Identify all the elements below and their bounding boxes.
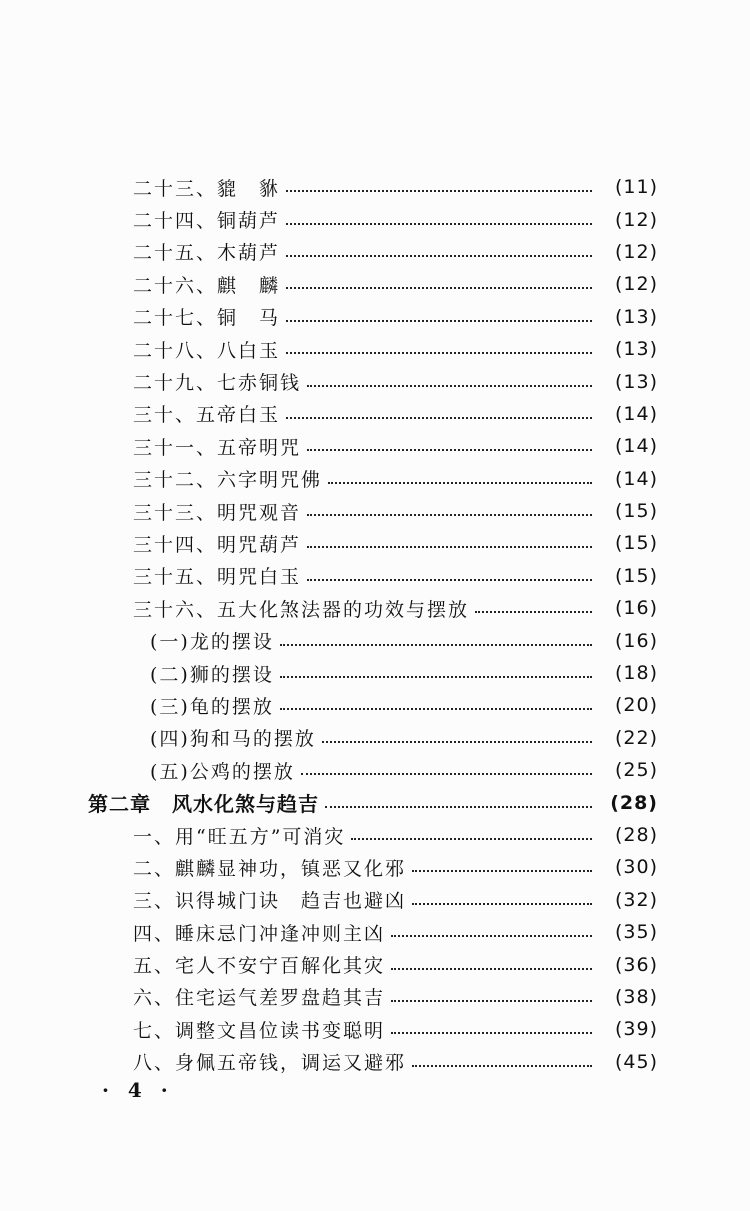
- toc-entry: [0, 1013, 750, 1045]
- dot-leader: [412, 1065, 592, 1067]
- dot-leader: [286, 255, 592, 257]
- toc-entry-title: 三十五、明咒白玉: [133, 562, 307, 589]
- toc-entry: [0, 981, 750, 1013]
- toc-entry: [0, 398, 750, 430]
- toc-entry-title: 二十三、貔 貅: [133, 174, 286, 201]
- toc-entry-page: (16): [614, 629, 658, 652]
- toc-entry-title: (二)狮的摆设: [150, 660, 280, 687]
- toc-entry-title: 三十四、明咒葫芦: [133, 530, 307, 557]
- toc-entry: [0, 171, 750, 203]
- dot-leader: [280, 644, 592, 646]
- toc-entry-title: 三十三、明咒观音: [133, 498, 307, 525]
- toc-entry: [0, 268, 750, 300]
- dot-leader: [325, 806, 592, 808]
- toc-entry-title: 二十九、七赤铜钱: [133, 368, 307, 395]
- dot-leader: [307, 449, 592, 451]
- toc-entry-page: (12): [614, 273, 658, 296]
- dot-leader: [307, 546, 592, 548]
- toc-entry: [0, 916, 750, 948]
- dot-leader: [307, 514, 592, 516]
- dot-leader: [307, 385, 592, 387]
- toc-entry-page: (45): [614, 1050, 658, 1073]
- dot-leader: [391, 968, 592, 970]
- toc-entry: [0, 301, 750, 333]
- toc-entry-page: (14): [614, 467, 658, 490]
- toc-entry: [0, 884, 750, 916]
- dot-leader: [286, 287, 592, 289]
- toc-entry: [0, 333, 750, 365]
- toc-entry: [0, 851, 750, 883]
- toc-entry-page: (30): [614, 856, 658, 879]
- toc-entry-title: 二十七、铜 马: [133, 303, 286, 330]
- dot-leader: [286, 417, 592, 419]
- dot-leader: [391, 1000, 592, 1002]
- toc-entry-page: (18): [614, 662, 658, 685]
- toc-entry-page: (13): [614, 370, 658, 393]
- toc-entry: [0, 430, 750, 462]
- toc-entry-page: (22): [614, 726, 658, 749]
- dot-leader: [475, 611, 592, 613]
- dot-leader: [391, 935, 592, 937]
- dot-leader: [322, 741, 592, 743]
- toc-entry-title: 二十六、麒 麟: [133, 271, 286, 298]
- dot-leader: [391, 1032, 592, 1034]
- toc-entry-page: (20): [614, 694, 658, 717]
- toc-entry: [0, 754, 750, 786]
- toc-entry-title: (五)公鸡的摆放: [150, 757, 301, 784]
- toc-entry-title: 四、睡床忌门冲逢冲则主凶: [133, 919, 391, 946]
- toc-entry: [0, 203, 750, 235]
- dot-leader: [328, 482, 592, 484]
- toc-entry-page: (39): [614, 1018, 658, 1041]
- dot-leader: [280, 676, 592, 678]
- toc-entry: [0, 1046, 750, 1078]
- page-number: · 4 ·: [102, 1078, 174, 1102]
- toc-entry-title: 第二章 风水化煞与趋吉: [88, 788, 325, 817]
- toc-entry-page: (12): [614, 240, 658, 263]
- toc-entry-page: (13): [614, 305, 658, 328]
- toc-entry-title: 二十五、木葫芦: [133, 238, 286, 265]
- toc-entry-title: (四)狗和马的摆放: [150, 724, 322, 751]
- dot-leader: [280, 708, 592, 710]
- toc-entry: [0, 624, 750, 656]
- toc-entry-title: 二十四、铜葫芦: [133, 206, 286, 233]
- dot-leader: [286, 320, 592, 322]
- toc-entry-page: (35): [614, 921, 658, 944]
- toc-entry: [0, 657, 750, 689]
- toc-entry: [0, 463, 750, 495]
- toc-entry-title: 八、身佩五帝钱，调运又避邪: [133, 1048, 412, 1075]
- toc-chapter-entry: [0, 786, 750, 818]
- dot-leader: [412, 870, 592, 872]
- toc-entry-title: 三十一、五帝明咒: [133, 433, 307, 460]
- toc-entry: [0, 365, 750, 397]
- table-of-contents: [0, 171, 750, 1078]
- dot-leader: [412, 903, 592, 905]
- toc-entry-title: 二十八、八白玉: [133, 336, 286, 363]
- dot-leader: [351, 838, 592, 840]
- toc-entry-page: (16): [614, 597, 658, 620]
- toc-entry: [0, 722, 750, 754]
- toc-entry-page: (15): [614, 500, 658, 523]
- toc-entry-page: (14): [614, 402, 658, 425]
- toc-entry-page: (28): [610, 791, 658, 814]
- toc-entry-page: (12): [614, 208, 658, 231]
- dot-leader: [286, 190, 592, 192]
- toc-entry-title: 六、住宅运气差罗盘趋其吉: [133, 983, 391, 1010]
- toc-entry-page: (36): [614, 953, 658, 976]
- toc-entry-page: (11): [614, 176, 658, 199]
- dot-leader: [286, 223, 592, 225]
- toc-entry-title: 三十六、五大化煞法器的功效与摆放: [133, 595, 475, 622]
- toc-entry: [0, 560, 750, 592]
- toc-entry: [0, 948, 750, 980]
- toc-entry-page: (15): [614, 564, 658, 587]
- toc-entry-title: 一、用“旺五方”可消灾: [133, 822, 351, 849]
- toc-entry: [0, 236, 750, 268]
- toc-entry: [0, 527, 750, 559]
- toc-entry-title: (三)龟的摆放: [150, 692, 280, 719]
- toc-entry-title: 三十二、六字明咒佛: [133, 465, 328, 492]
- toc-entry: [0, 495, 750, 527]
- toc-entry-title: 三十、五帝白玉: [133, 400, 286, 427]
- toc-entry-page: (13): [614, 338, 658, 361]
- dot-leader: [301, 773, 592, 775]
- toc-entry-page: (38): [614, 985, 658, 1008]
- toc-entry-title: 二、麒麟显神功，镇恶又化邪: [133, 854, 412, 881]
- toc-entry: [0, 819, 750, 851]
- dot-leader: [307, 579, 592, 581]
- toc-entry-page: (15): [614, 532, 658, 555]
- toc-entry-title: (一)龙的摆设: [150, 627, 280, 654]
- toc-entry: [0, 592, 750, 624]
- toc-entry-page: (25): [614, 759, 658, 782]
- toc-entry-page: (32): [614, 888, 658, 911]
- toc-entry-page: (28): [614, 824, 658, 846]
- toc-entry-page: (14): [614, 435, 658, 458]
- toc-entry-title: 三、识得城门诀 趋吉也避凶: [133, 886, 412, 913]
- toc-entry-title: 五、宅人不安宁百解化其灾: [133, 951, 391, 978]
- toc-entry-title: 七、调整文昌位读书变聪明: [133, 1016, 391, 1043]
- dot-leader: [286, 352, 592, 354]
- toc-entry: [0, 689, 750, 721]
